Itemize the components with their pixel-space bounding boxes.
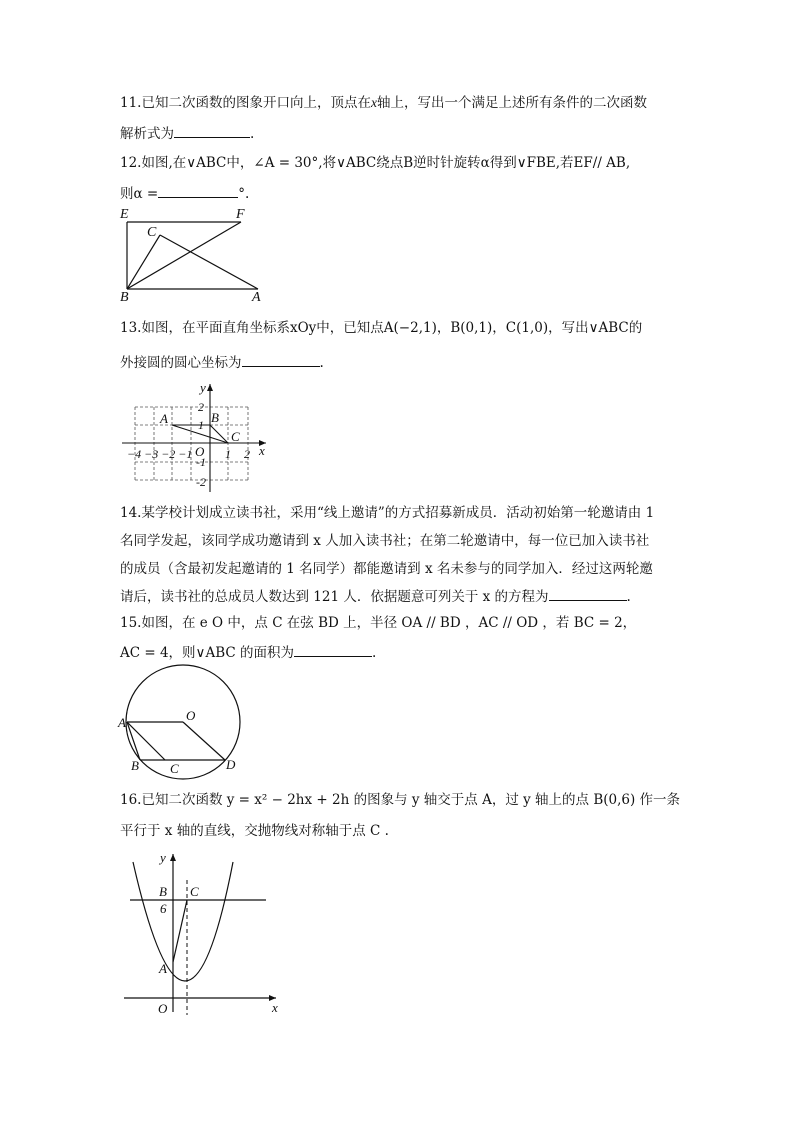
fig13-label-A: A <box>160 411 168 426</box>
fig13-label-C: C <box>231 429 240 444</box>
fig13-origin: O <box>195 444 205 459</box>
q13-line2: 外接圆的圆心坐标为 . <box>120 352 324 373</box>
fig13-tick-yn1: -1 <box>196 455 206 469</box>
fig15-label-D: D <box>226 757 236 772</box>
fig15-label-A: A <box>118 715 126 730</box>
fig13-tick-x1: 1 <box>225 447 231 461</box>
q12-line1: 12.如图,在∨ABC中，∠A = 30°,将∨ABC绕点B逆时针旋转α得到∨FBE,若EF// AB, <box>120 155 631 171</box>
fig16-origin: O <box>158 1001 168 1016</box>
q14-line1: 14.某学校计划成立读书社，采用“线上邀请”的方式招募新成员．活动初始第一轮邀请由 1 <box>120 505 655 521</box>
fig16-axis-y: y <box>160 850 166 865</box>
fig13-tick-x2: 2 <box>244 447 250 461</box>
q16-line1: 16.已知二次函数 y = x² − 2hx + 2h 的图象与 y 轴交于点 A，过 y 轴上的点 B(0,6) 作一条 <box>120 792 681 808</box>
fig12-label-E: E <box>120 207 129 222</box>
fig15-label-B: B <box>131 758 139 773</box>
fig12-label-B: B <box>120 290 129 305</box>
fig12-label-F: F <box>236 207 245 222</box>
fig12-label-A: A <box>252 290 261 305</box>
q13-line1: 13.如图，在平面直角坐标系xOy中，已知点A(−2,1)，B(0,1)，C(1,0)，写出∨ABC的 <box>120 320 643 336</box>
fig13-tick-y1: 1 <box>198 418 204 432</box>
fig16-label-A: A <box>159 961 167 976</box>
fig13-label-B: B <box>211 410 219 425</box>
fig13-axis-x: x <box>259 443 265 458</box>
q12-line2: 则α = °. <box>120 183 249 204</box>
fig15-label-C: C <box>170 761 179 776</box>
fig13-tick-y2: 2 <box>198 400 204 414</box>
q11-line1: 11.已知二次函数的图象开口向上，顶点在x轴上，写出一个满足上述所有条件的二次函数 <box>120 95 647 111</box>
fig16-axis-x: x <box>272 1000 278 1015</box>
fig16-label-C: C <box>190 884 199 899</box>
q11-line2: 解析式为 . <box>120 123 254 144</box>
q15-line2: AC = 4，则∨ABC 的面积为 . <box>120 642 376 663</box>
q14-line4: 请后，读书社的总成员人数达到 121 人．依据题意可列关于 x 的方程为 . <box>120 586 631 607</box>
fig16-tick-6: 6 <box>160 901 167 916</box>
fig13-tick-yn2: -2 <box>196 475 206 489</box>
fig13-ticks-negative-x: −4 −3 −2 −1 <box>127 447 193 461</box>
q15-line1: 15.如图，在 e O 中，点 C 在弦 BD 上，半径 OA // BD ，AC // OD ，若 BC = 2， <box>120 615 637 631</box>
q14-line3: 的成员（含最初发起邀请的 1 名同学）都能邀请到 x 名未参与的同学加入．经过这两轮邀 <box>120 561 653 577</box>
fig12-label-C: C <box>147 225 157 240</box>
fig13-axis-y: y <box>200 380 206 395</box>
fig15-label-O: O <box>186 708 196 723</box>
q16-line2: 平行于 x 轴的直线，交抛物线对称轴于点 C . <box>120 823 389 839</box>
q14-line2: 名同学发起，该同学成功邀请到 x 人加入读书社；在第二轮邀请中，每一位已加入读书社 <box>120 533 650 549</box>
fig16-label-B: B <box>159 884 167 899</box>
